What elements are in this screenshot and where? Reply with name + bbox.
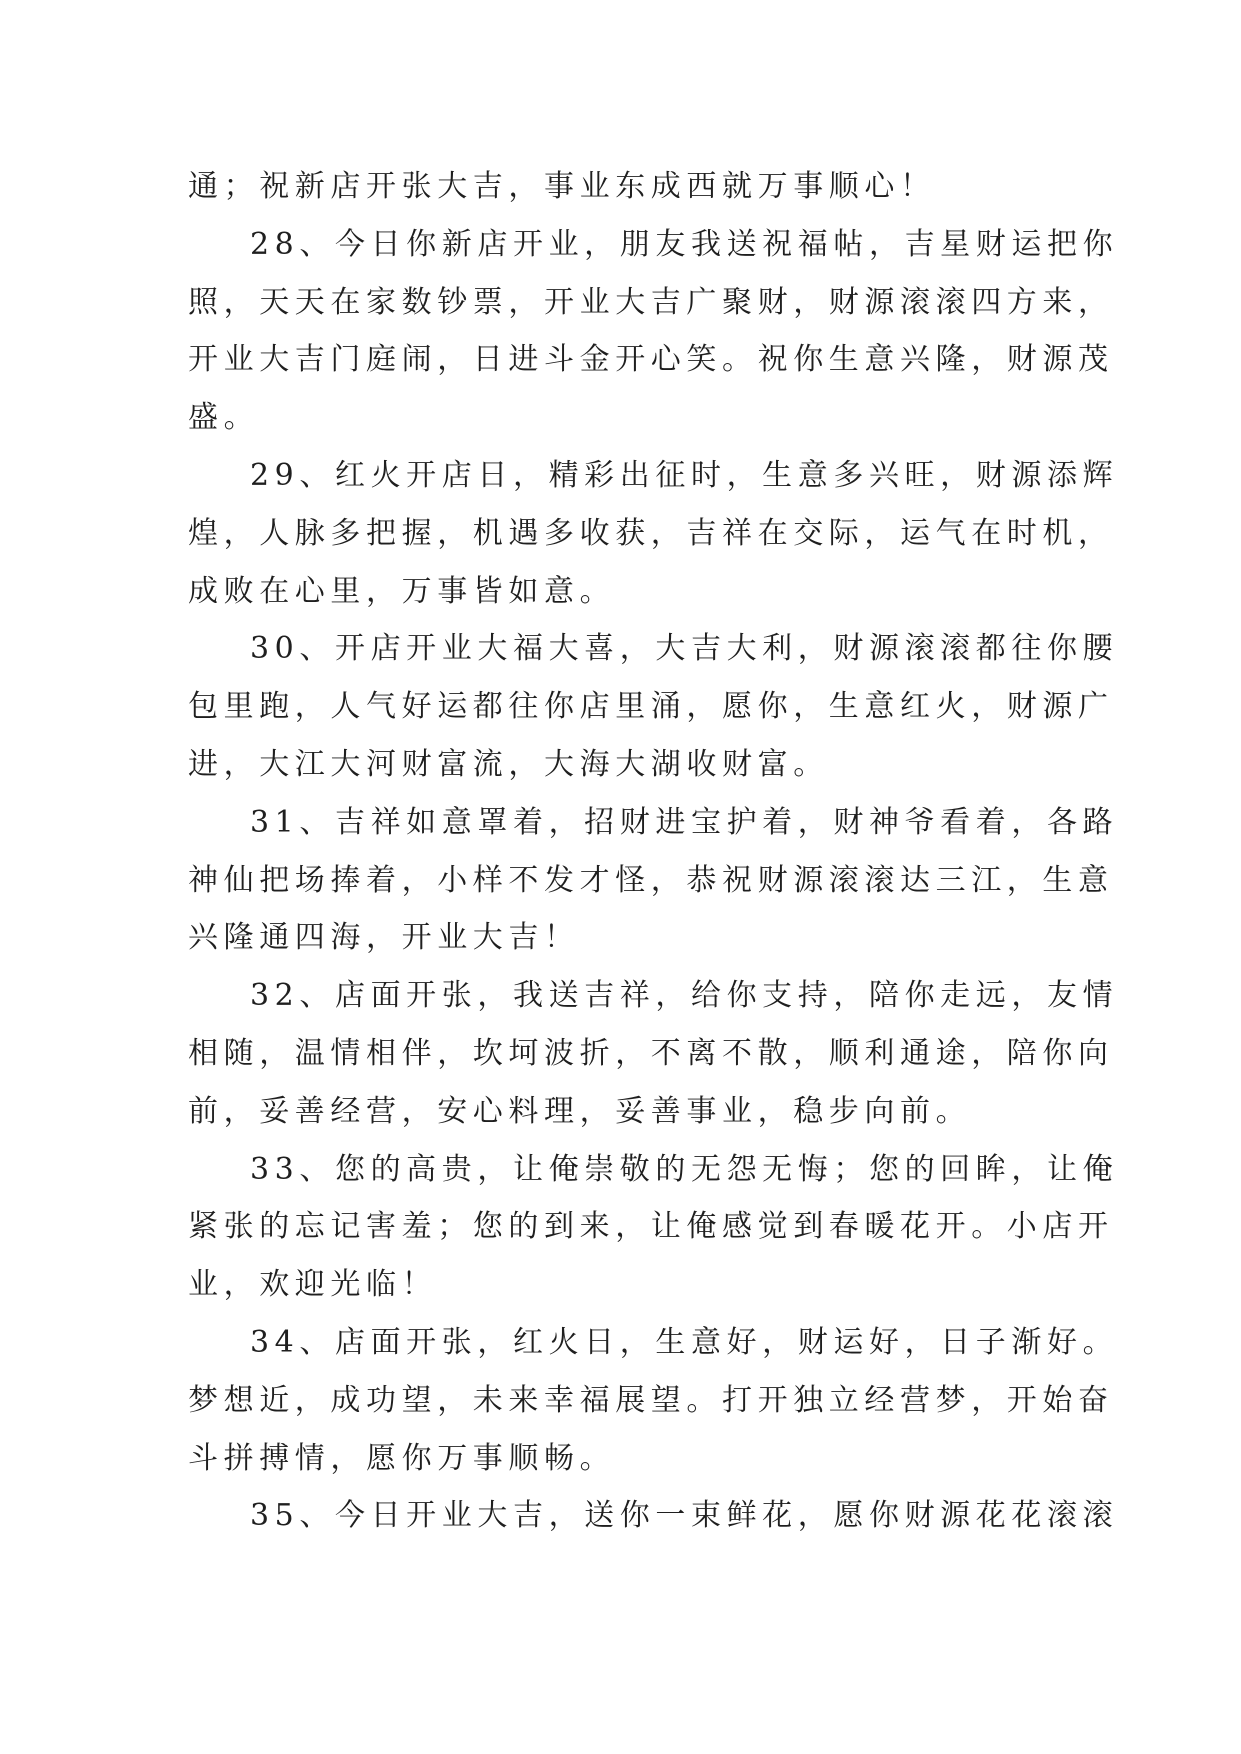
text-line-item-31: 31、吉祥如意罩着，招财进宝护着，财神爷看着，各路: [250, 804, 1119, 840]
text-line-item-28: 28、今日你新店开业，朋友我送祝福帖，吉星财运把你: [250, 226, 1119, 262]
text-line: 业，欢迎光临！: [188, 1267, 438, 1303]
text-line: 包里跑，人气好运都往你店里涌，愿你，生意红火，财源广: [188, 689, 1114, 725]
text-line-item-34: 34、店面开张，红火日，生意好，财运好，日子渐好。: [250, 1324, 1119, 1360]
text-line: 进，大江大河财富流，大海大湖收财富。: [188, 746, 829, 782]
text-line-item-35: 35、今日开业大吉，送你一束鲜花，愿你财源花花滚滚: [250, 1498, 1119, 1534]
text-line: 照，天天在家数钞票，开业大吉广聚财，财源滚滚四方来，: [188, 284, 1114, 320]
text-line-item-30: 30、开店开业大福大喜，大吉大利，财源滚滚都往你腰: [250, 631, 1119, 667]
text-line: 成败在心里，万事皆如意。: [188, 573, 616, 609]
document-body: [188, 158, 1119, 1545]
text-line-item-29: 29、红火开店日，精彩出征时，生意多兴旺，财源添辉: [250, 457, 1119, 493]
text-line-item-32: 32、店面开张，我送吉祥，给你支持，陪你走远，友情: [250, 978, 1119, 1014]
text-line: 紧张的忘记害羞；您的到来，让俺感觉到春暖花开。小店开: [188, 1209, 1114, 1245]
text-line: 通；祝新店开张大吉，事业东成西就万事顺心！: [188, 169, 936, 204]
text-line-item-33: 33、您的高贵，让俺崇敬的无怨无悔；您的回眸，让俺: [250, 1151, 1119, 1187]
text-line: 相随，温情相伴，坎坷波折，不离不散，顺利通途，陪你向: [188, 1035, 1114, 1071]
text-line: 兴隆通四海，开业大吉！: [188, 920, 580, 956]
text-line: 神仙把场捧着，小样不发才怪，恭祝财源滚滚达三江，生意: [188, 862, 1114, 898]
text-line: 盛。: [188, 400, 260, 436]
text-line: 斗拼搏情，愿你万事顺畅。: [188, 1440, 616, 1476]
text-line: 梦想近，成功望，未来幸福展望。打开独立经营梦，开始奋: [188, 1382, 1114, 1418]
text-line: 前，妥善经营，安心料理，妥善事业，稳步向前。: [188, 1093, 972, 1129]
text-line: 开业大吉门庭闹，日进斗金开心笑。祝你生意兴隆，财源茂: [188, 342, 1114, 378]
text-line: 煌，人脉多把握，机遇多收获，吉祥在交际，运气在时机，: [188, 515, 1114, 551]
